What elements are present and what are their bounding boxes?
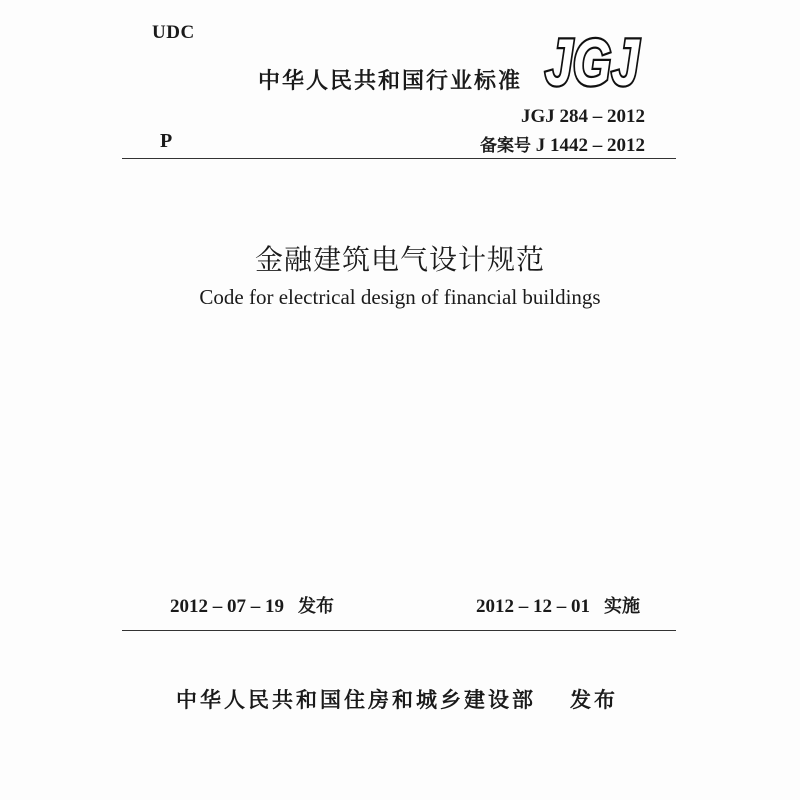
title-chinese: 金融建筑电气设计规范 [254,243,545,276]
standard-number: JGJ 284 – 2012 [520,106,645,127]
issue-date: 2012 – 07 – 19 [170,596,284,617]
issue-date-line [170,592,334,618]
implementation-date-line [476,592,640,618]
implementation-label: 实施 [604,596,640,617]
filing-label: 备案号 [480,136,531,156]
issue-label: 发布 [298,596,334,617]
udc-label: UDC [152,22,195,43]
filing-number: J 1442 – 2012 [535,135,645,156]
publisher-line [176,684,618,714]
classification-code: P [160,130,173,152]
publisher-name: 中华人民共和国住房和城乡建设部 [176,688,536,712]
publisher-release-label: 发布 [570,688,618,712]
jgj-logo [543,25,641,99]
filing-number-line [440,131,645,157]
implementation-date: 2012 – 12 – 01 [476,596,590,617]
header-divider [122,158,676,159]
jgj-logo-text: JGJ [545,25,640,99]
ministry-standard-heading: 中华人民共和国行业标准 [258,69,523,94]
title-english: Code for electrical design of financial buildings [199,285,601,309]
footer-divider [122,630,676,631]
